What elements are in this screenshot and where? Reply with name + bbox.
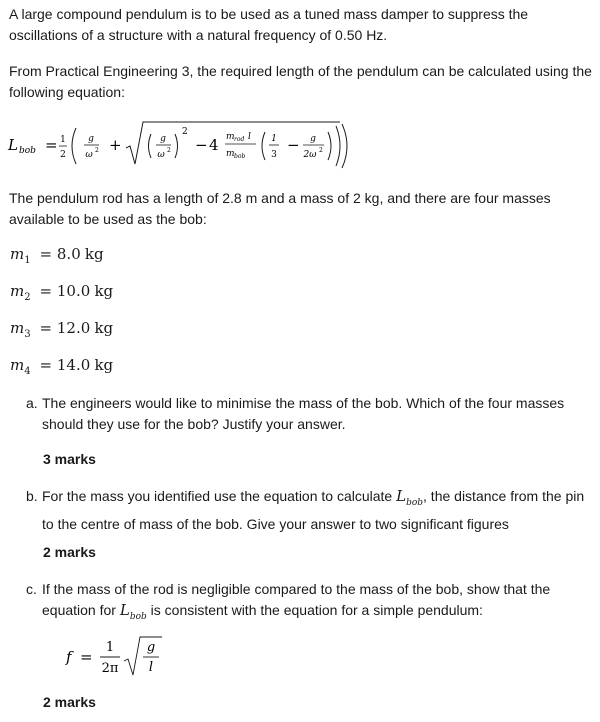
mass-2-sub: 2: [24, 292, 31, 303]
eq-equals: =: [45, 136, 58, 154]
eq-square-exp: 2: [182, 127, 188, 137]
eq-omega-2: ω: [157, 150, 165, 160]
intro-paragraph-2: From Practical Engineering 3, the required length of the pendulum can be calculated using the following equation:: [9, 63, 592, 100]
simple-eq-l: l: [148, 660, 154, 675]
mass-2-value: 10.0: [56, 282, 91, 300]
eq-bob-sub: bob: [234, 153, 246, 160]
mass-4-sub: 4: [24, 366, 31, 377]
main-equation: [6, 116, 356, 176]
mass-4-value: 14.0: [56, 356, 91, 374]
question-c-marks: 2 marks: [43, 694, 96, 710]
mass-1-value: 8.0: [56, 245, 81, 263]
eq-three: 3: [271, 150, 277, 160]
eq-omega-1: ω: [85, 150, 93, 160]
intro-paragraph-1: A large compound pendulum is to be used as a tuned mass damper to suppress the oscillations of a structure with a natural frequency of 0.50 Hz.: [9, 6, 529, 43]
question-c-symbol: L: [119, 601, 130, 619]
simple-eq-one: 1: [105, 640, 115, 655]
eq-one: 1: [271, 134, 277, 144]
eq-m-bob: m: [226, 149, 235, 159]
eq-omega-2-exp: 2: [167, 147, 171, 154]
eq-g-1: g: [88, 134, 94, 144]
question-c-text: [42, 579, 592, 628]
eq-rod-sub: rod: [234, 136, 245, 143]
eq-two-omega: 2ω: [303, 150, 317, 160]
mass-line-2: $m_2 = 10.0$ kg: [10, 282, 114, 303]
question-c-text-before: If the mass of the rod is negligible compared to the mass of the bob, show that the equation for: [42, 581, 551, 618]
eq-half-den: 2: [60, 150, 66, 160]
question-c-label: c.: [26, 581, 37, 597]
question-a-marks: 3 marks: [43, 451, 96, 467]
mass-4-unit: kg: [94, 356, 114, 374]
mass-4-symbol: m: [10, 356, 25, 374]
eq-omega-1-exp: 2: [95, 147, 99, 154]
eq-lhs-sub: bob: [19, 146, 36, 156]
mass-line-3: $m_3 = 12.0$ kg: [10, 319, 114, 340]
eq-minus-2: −: [287, 136, 300, 154]
eq-lhs-L: L: [8, 136, 18, 154]
simple-eq-equals: =: [80, 648, 93, 666]
question-b-symbol: L: [396, 487, 407, 505]
simple-eq-g: g: [146, 640, 156, 655]
question-b-marks: 2 marks: [43, 544, 96, 560]
eq-four: 4: [209, 136, 219, 154]
mass-1-sub: 1: [24, 255, 31, 266]
mass-1-symbol: m: [10, 245, 25, 263]
question-b-label: b.: [26, 488, 38, 504]
mass-2-unit: kg: [94, 282, 114, 300]
mass-3-value: 12.0: [56, 319, 91, 337]
eq-two-omega-exp: 2: [319, 147, 323, 154]
mass-1-unit: kg: [84, 245, 104, 263]
question-b-text: [42, 486, 592, 535]
eq-m-rod: m: [226, 132, 235, 142]
question-b-sub: bob: [406, 497, 424, 508]
question-c-sub: bob: [129, 611, 147, 622]
question-a-label: a.: [26, 395, 38, 411]
intro-paragraph-3: The pendulum rod has a length of 2.8 m and a mass of 2 kg, and there are four masses available to be used as the bob:: [9, 190, 551, 227]
simple-eq-f: f: [66, 648, 72, 666]
eq-minus-1: −: [195, 136, 208, 154]
question-c-text-after: is consistent with the equation for a simple pendulum:: [146, 602, 483, 618]
mass-3-symbol: m: [10, 319, 25, 337]
eq-g-3: g: [310, 134, 316, 144]
eq-plus: +: [109, 136, 122, 154]
question-b-text-after: , the distance from the pin to the centre of mass of the bob. Give your answer to two significant figures: [42, 488, 585, 532]
eq-l: l: [248, 132, 251, 142]
mass-line-4: $m_4 = 14.0$ kg: [10, 356, 114, 377]
question-b-text-before: For the mass you identified use the equation to calculate: [42, 488, 397, 504]
question-a-text: The engineers would like to minimise the mass of the bob. Which of the four masses should they use for the bob? Justify your answer.: [42, 395, 565, 432]
simple-pendulum-equation: [62, 633, 172, 679]
simple-eq-two-pi: 2π: [101, 661, 119, 676]
mass-3-unit: kg: [94, 319, 114, 337]
eq-g-2: g: [160, 134, 166, 144]
mass-2-symbol: m: [10, 282, 25, 300]
mass-line-1: $m_1 = 8.0$ kg: [10, 245, 104, 266]
eq-half-num: 1: [60, 135, 66, 145]
mass-3-sub: 3: [24, 329, 31, 340]
